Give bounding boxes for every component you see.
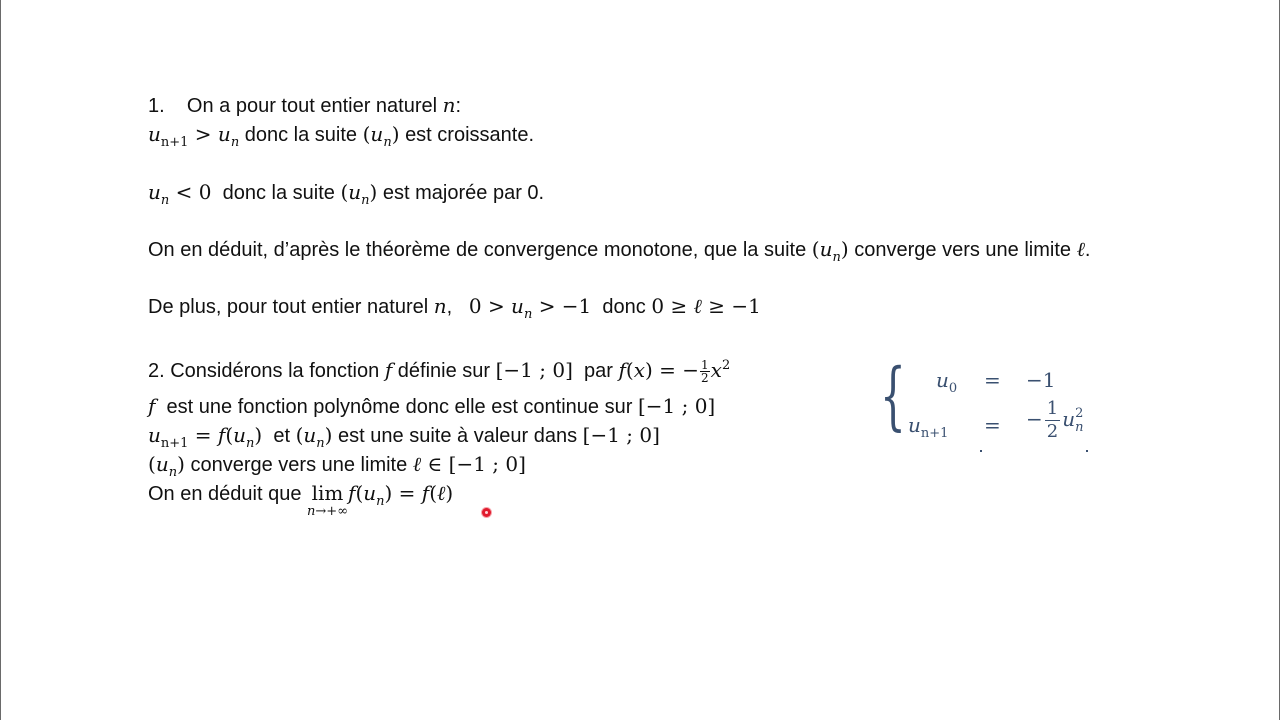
math-ell-in-interval: ℓ ∈ [−1 ; 0]: [412, 452, 526, 476]
math-limit-expr: $f(u_n)$ = f(ℓ): [348, 481, 454, 509]
system-fraction: $\frac{1}{2}$: [1046, 398, 1059, 442]
math-un1-f-un: $u_{n+1} = f(u_n)$: [148, 423, 263, 451]
math-suite-un: $(u_n)$: [340, 180, 378, 208]
var-n: n: [442, 93, 456, 117]
math-bounds: $0 > u_n > -1$: [468, 294, 592, 322]
system-dot: [1086, 450, 1088, 452]
part2-label: 2. Considérons la fonction: [148, 360, 380, 382]
majoree-end: est majorée par 0.: [382, 182, 545, 204]
croissante-text: donc la suite: [244, 124, 358, 146]
var-f: f: [148, 394, 156, 418]
deduit-text: On en déduit, d’après le théorème de convergence monotone, que la suite: [148, 239, 807, 261]
math-f-def: f(x) = − $\frac{1}{2}$ $x^2$: [618, 358, 731, 385]
system-eq-2: =: [984, 413, 1001, 437]
math-suite-un: $(u_n)$: [148, 452, 185, 480]
math-suite-un: $(u_n)$: [295, 423, 333, 451]
var-f: f: [384, 358, 393, 382]
part2-polynome: est une fonction polynôme donc elle est continue sur: [166, 396, 633, 418]
deduit-line: On en déduit, d’après le théorème de convergence monotone, que la suite $(u_n)$ converge vers une limite ℓ.: [148, 237, 1091, 265]
part2-deduit: On en déduit que: [148, 483, 302, 505]
part2-converge-line: [148, 452, 526, 480]
part2-et: et: [273, 425, 291, 447]
part2-recurrence-line: [148, 423, 660, 451]
part2-converge: converge vers une limite: [190, 454, 408, 476]
math-suite-un: $(u_n)$: [362, 122, 400, 150]
part2-valeur: est une suite à valeur dans: [338, 425, 578, 447]
math-interval: [−1 ; 0]: [582, 423, 660, 447]
part1-label: 1.: [148, 95, 165, 117]
croissante-line: [148, 122, 535, 150]
croissante-end: est croissante.: [405, 124, 535, 146]
fraction-one-half: $\frac{1}{2}$: [701, 358, 709, 385]
math-limit-bounds: 0 ≥ ℓ ≥ −1: [651, 294, 761, 318]
deduit-end: converge vers une limite: [854, 239, 1072, 261]
laser-pointer-icon: [482, 508, 491, 517]
part2-continue-line: [148, 394, 715, 419]
colon: :: [455, 95, 462, 117]
math-suite-un: $(u_n)$: [811, 237, 849, 265]
limit-operator: lim n→+∞: [307, 481, 349, 519]
recurrence-system: [880, 353, 1120, 458]
part1-intro: On a pour tout entier naturel: [186, 95, 438, 117]
system-u0-right: −1: [1026, 368, 1056, 392]
part2-def-line: [148, 358, 730, 384]
math-un-lt-0: $u_n < 0$: [148, 180, 212, 208]
part2-par: par: [584, 360, 613, 382]
system-un1-right: − $\frac{1}{2}$ u 2 n: [1026, 398, 1084, 442]
majoree-text: donc la suite: [222, 182, 335, 204]
left-brace-icon: {: [880, 353, 906, 439]
part2-limit-line: [148, 481, 453, 518]
system-eq-1: =: [984, 368, 1001, 392]
math-un1-gt-un: $u_{n+1} > u_n$: [148, 122, 240, 150]
part2-definie: définie sur: [397, 360, 491, 382]
deplus-mid: donc: [602, 296, 646, 318]
math-interval: [−1 ; 0]: [495, 358, 573, 382]
var-n: n: [433, 294, 447, 318]
system-u0-left: $u_0$: [936, 368, 958, 396]
deplus-line: De plus, pour tout entier naturel n, $0 > u_n > -1$ donc 0 ≥ ℓ ≥ −1: [148, 294, 761, 322]
system-un1-left: $u_{n+1}$: [908, 413, 949, 441]
majoree-line: [148, 180, 545, 208]
part1-intro-line: [148, 93, 461, 118]
math-interval: [−1 ; 0]: [637, 394, 716, 418]
math-ell: ℓ: [1076, 237, 1085, 261]
system-dot: [980, 450, 982, 452]
deplus-text: De plus, pour tout entier naturel: [148, 296, 429, 318]
